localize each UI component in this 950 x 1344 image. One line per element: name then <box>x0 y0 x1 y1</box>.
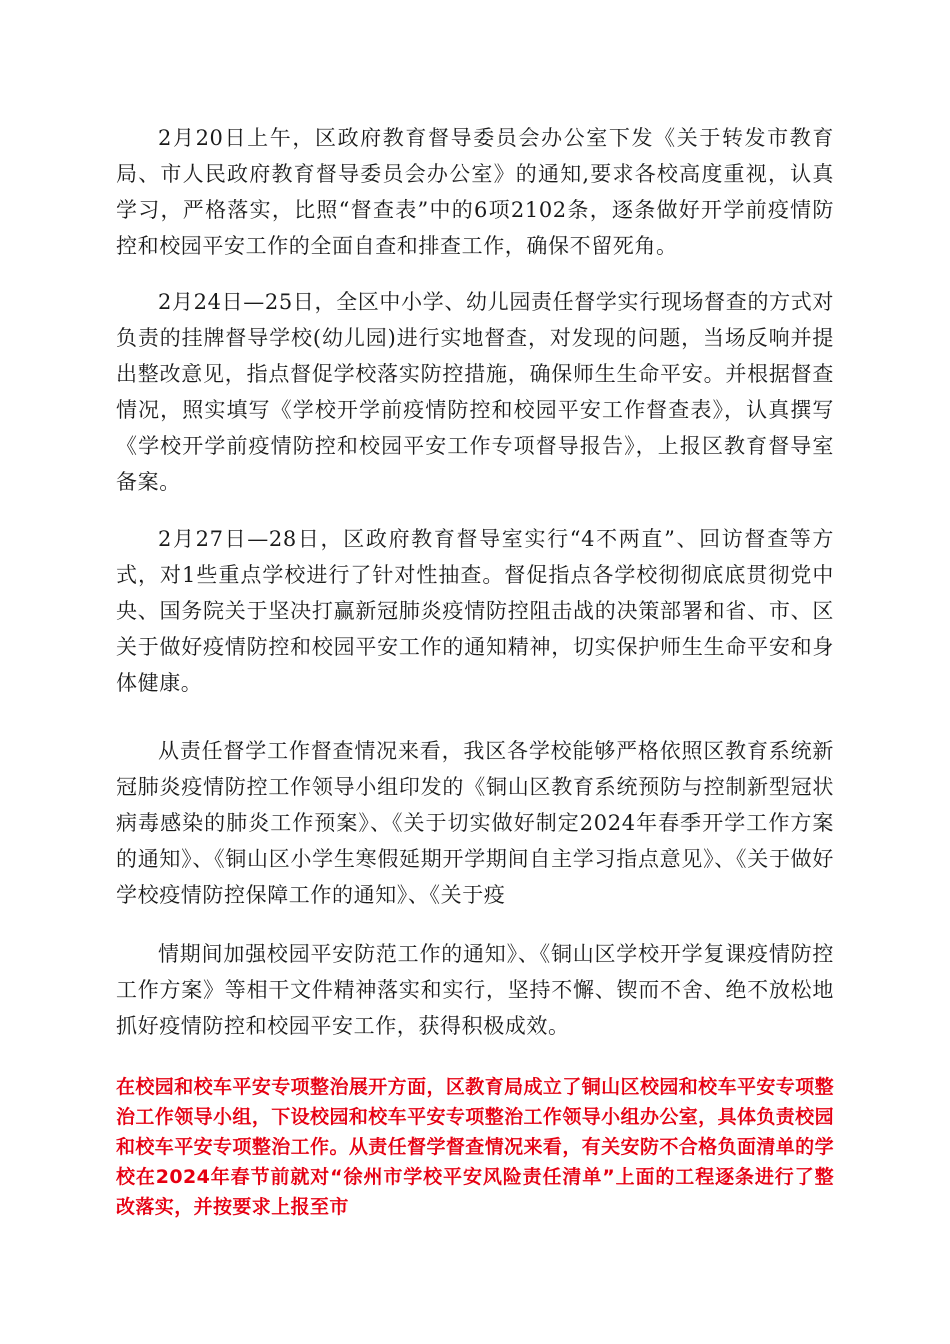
paragraph-feb-24-25-inspection: 2月24日—25日，全区中小学、幼儿园责任督学实行现场督查的方式对负责的挂牌督导学校(幼儿园)进行实地督查，对发现的问题，当场反响并提出整改意见，指点督促学校落实防控措施，确保师生生命平安。并根据督查情况，照实填写《学校开学前疫情防控和校园平安工作督查表》，认真撰写《学校开学前疫情防控和校园平安工作专项督导报告》，上报区教育督导室备案。 <box>116 290 834 494</box>
paragraph-inspection-findings-continued: 情期间加强校园平安防范工作的通知》、《铜山区学校开学复课疫情防控工作方案》等相干文件精神落实和实行，坚持不懈、锲而不舍、绝不放松地抓好疫情防控和校园平安工作，获得积极成效。 <box>116 942 834 1038</box>
paragraph-feb-27-28-spot-check: 2月27日—28日，区政府教育督导室实行“4不两直”、回访督查等方式，对1些重点学校进行了针对性抽查。督促指点各学校彻彻底底贯彻党中央、国务院关于坚决打赢新冠肺炎疫情防控阻击战的决策部署和省、市、区关于做好疫情防控和校园平安工作的通知精神，切实保护师生生命平安和身体健康。 <box>116 527 834 695</box>
highlight-paragraph-campus-bus-safety: 在校园和校车平安专项整治展开方面，区教育局成立了铜山区校园和校车平安专项整治工作领导小组，下设校园和校车平安专项整治工作领导小组办公室，具体负责校园和校车平安专项整治工作。从责任督学督查情况来看，有关安防不合格负面清单的学校在2024年春节前就对“徐州市学校平安风险责任清单”上面的工程逐条进行了整改落实，并按要求上报至市 <box>116 1076 834 1218</box>
paragraph-inspection-findings: 从责任督学工作督查情况来看，我区各学校能够严格依照区教育系统新冠肺炎疫情防控工作领导小组印发的《铜山区教育系统预防与控制新型冠状病毒感染的肺炎工作预案》、《关于切实做好制定2024年春季开学工作方案的通知》、《铜山区小学生寒假延期开学期间自主学习指点意见》、《关于做好学校疫情防控保障工作的通知》、《关于疫 <box>116 739 834 907</box>
paragraph-feb-20-notice: 2月20日上午，区政府教育督导委员会办公室下发《关于转发市教育局、市人民政府教育督导委员会办公室》的通知,要求各校高度重视，认真学习，严格落实，比照“督查表”中的6项2102条，逐条做好开学前疫情防控和校园平安工作的全面自查和排查工作，确保不留死角。 <box>116 126 834 258</box>
